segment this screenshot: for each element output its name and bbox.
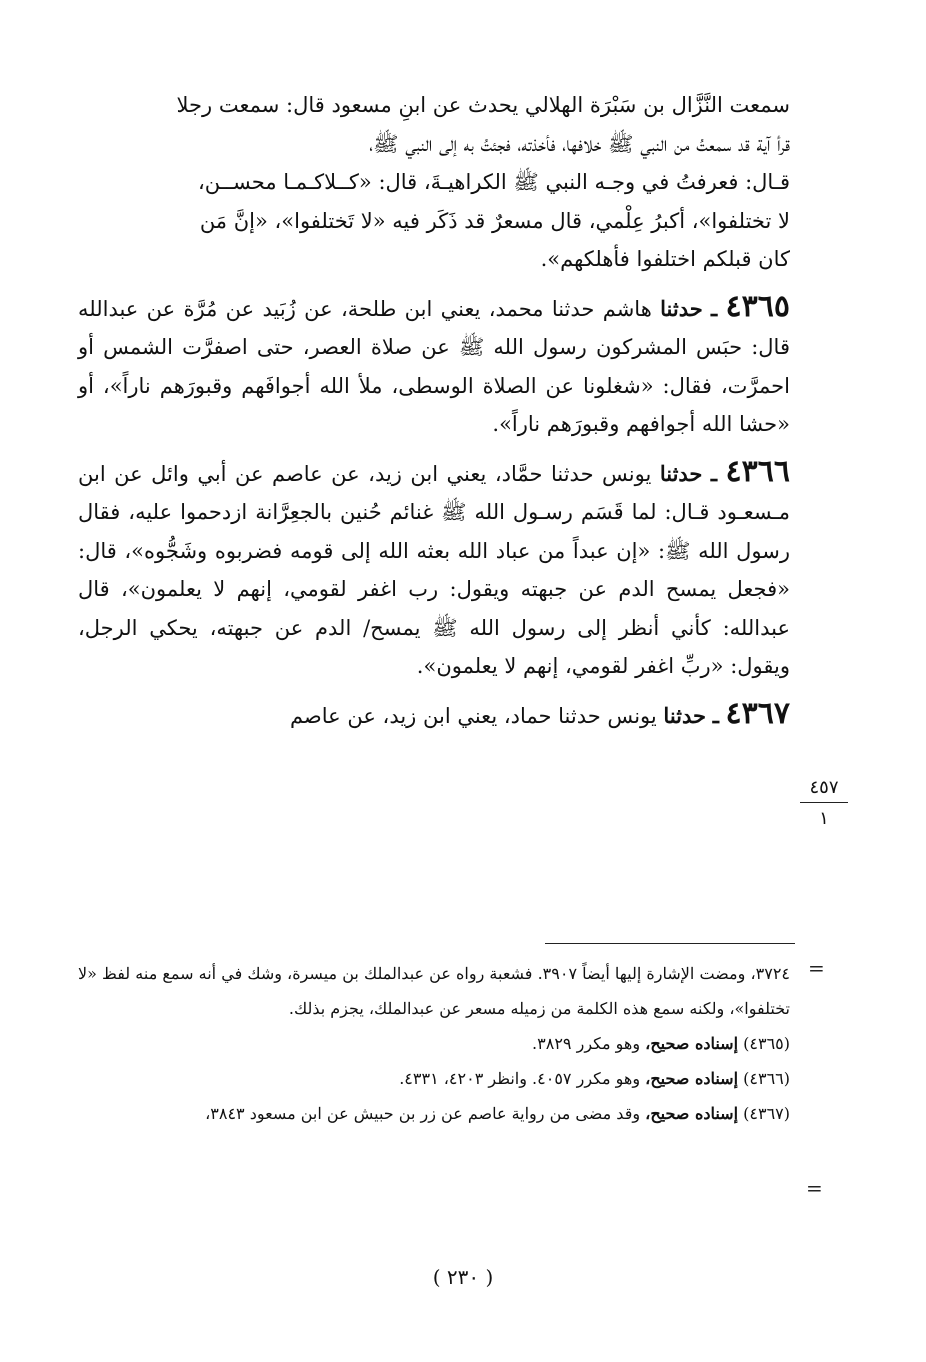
footnote-text: وهو مكرر ٤٠٥٧. وانظر ٤٢٠٣، ٤٣٣١. xyxy=(399,1069,641,1088)
hadith-4366 xyxy=(78,453,790,686)
hadith-keyword: حدثنا xyxy=(660,295,703,321)
footnote-ref: (٤٣٦٥) xyxy=(743,1034,790,1053)
hadith-number: ٤٣٦٥ xyxy=(725,288,790,324)
footnote-4367 xyxy=(78,1096,790,1131)
hadith-4365 xyxy=(78,288,790,444)
hadith-dash: ـ xyxy=(712,702,719,728)
intro-line: قرأ آية قد سمعتُ من النبي ﷺ خلافها، فأخذته، فجئتُ به إلى النبي ﷺ، xyxy=(369,131,790,156)
hadith-dash: ـ xyxy=(711,295,718,321)
main-text xyxy=(78,86,790,735)
hadith-keyword: حدثنا xyxy=(659,460,703,486)
intro-line: قـال: فعرفتُ في وجـه النبي ﷺ الكراهيـةَ، قال: «كــلاكـمـا محســن، xyxy=(197,170,790,194)
footnote-ref: (٤٣٦٦) xyxy=(743,1069,790,1088)
hadith-dash: ـ xyxy=(710,460,718,486)
footnote-text: وقد مضى من رواية عاصم عن زر بن حبيش عن ابن مسعود ٣٨٤٣، xyxy=(205,1104,641,1123)
continuation-mark: = xyxy=(808,956,825,980)
hadith-keyword: حدثنا xyxy=(663,702,707,728)
hadith-4367 xyxy=(78,695,790,736)
hadith-text: يونس حدثنا حمَّاد، يعني ابن زيد، عن عاصم عن أبي وائل عن ابن مـسعـود قـال: لما قَسَم رسـول الله ﷺ غنائم حُنين بالجعِرَّانة ازدحموا عليه، فقال رسول الله ﷺ: «إن عبداً من عباد الله بعثه الله إلى قومه فضربوه وشَجُّوه»، قال: «فجعل يمسح الدم عن جبهته ويقول: رب اغفر لقومي، إنهم لا يعلمون»، قال عبدالله: كأني أنظر إلى رسول الله ﷺ يمسح/ الدم عن جبهته، يحكي الرجل، ويقول: «ربِّ اغفر لقومي، إنهم لا يعلمون». xyxy=(78,461,790,678)
margin-reference xyxy=(800,776,848,831)
intro-line: سمعت النَّزَّال بن سَبْرَة الهلالي يحدث عن ابنِ مسعود قال: سمعت رجلا xyxy=(176,93,790,117)
footnote-4366 xyxy=(78,1061,790,1096)
hadith-text: يونس حدثنا حماد، يعني ابن زيد، عن عاصم xyxy=(289,703,657,728)
footnotes xyxy=(78,956,790,1131)
footnote-grade: إسناده صحيح، xyxy=(645,1069,739,1088)
footnote-continued: ٣٧٢٤، ومضت الإشارة إليها أيضاً ٣٩٠٧. فشعبة رواه عن عبدالملك بن ميسرة، وشك في أنه سمع منه لفظ «لا تختلفوا»، ولكنه سمع هذه الكلمة من زميله مسعر عن عبدالملك، يجزم بذلك. xyxy=(78,964,791,1018)
hadith-text: هاشم حدثنا محمد، يعني ابن طلحة، عن زُبَيد عن مُرَّة عن عبدالله قال: حبَس المشركون رسول الله ﷺ عن صلاة العصر، حتى اصفرَّت الشمس أو احمرَّت، فقال: «شغلونا عن الصلاة الوسطى، ملأ الله أجوافَهم وقبورَهم ناراً»، أو «حشا الله أجوافهم وقبورَهم ناراً». xyxy=(78,296,790,436)
footnote-separator xyxy=(545,943,795,944)
footnote-text: وهو مكرر ٣٨٢٩. xyxy=(532,1034,641,1053)
footnote-ref: (٤٣٦٧) xyxy=(743,1104,790,1123)
footnote-grade: إسناده صحيح، xyxy=(645,1034,739,1053)
page-number: ( ٢٣٠ ) xyxy=(432,1265,494,1289)
intro-line: لا تختلفوا»، أكبرُ عِلْمي، قال مسعرٌ قد ذَكَر فيه «لا تَختلفوا»، «إنَّ مَن xyxy=(199,208,790,233)
continuation-mark: = xyxy=(806,1176,823,1200)
hadith-number: ٤٣٦٦ xyxy=(725,453,790,489)
margin-ref-volume-page: ٤٥٧ xyxy=(800,776,848,803)
footnote-grade: إسناده صحيح، xyxy=(645,1104,739,1123)
intro-line: كان قبلكم اختلفوا فأهلكهم». xyxy=(540,247,790,271)
footnote-4365 xyxy=(78,1026,790,1061)
margin-ref-part: ١ xyxy=(819,808,829,829)
hadith-number: ٤٣٦٧ xyxy=(725,695,790,731)
